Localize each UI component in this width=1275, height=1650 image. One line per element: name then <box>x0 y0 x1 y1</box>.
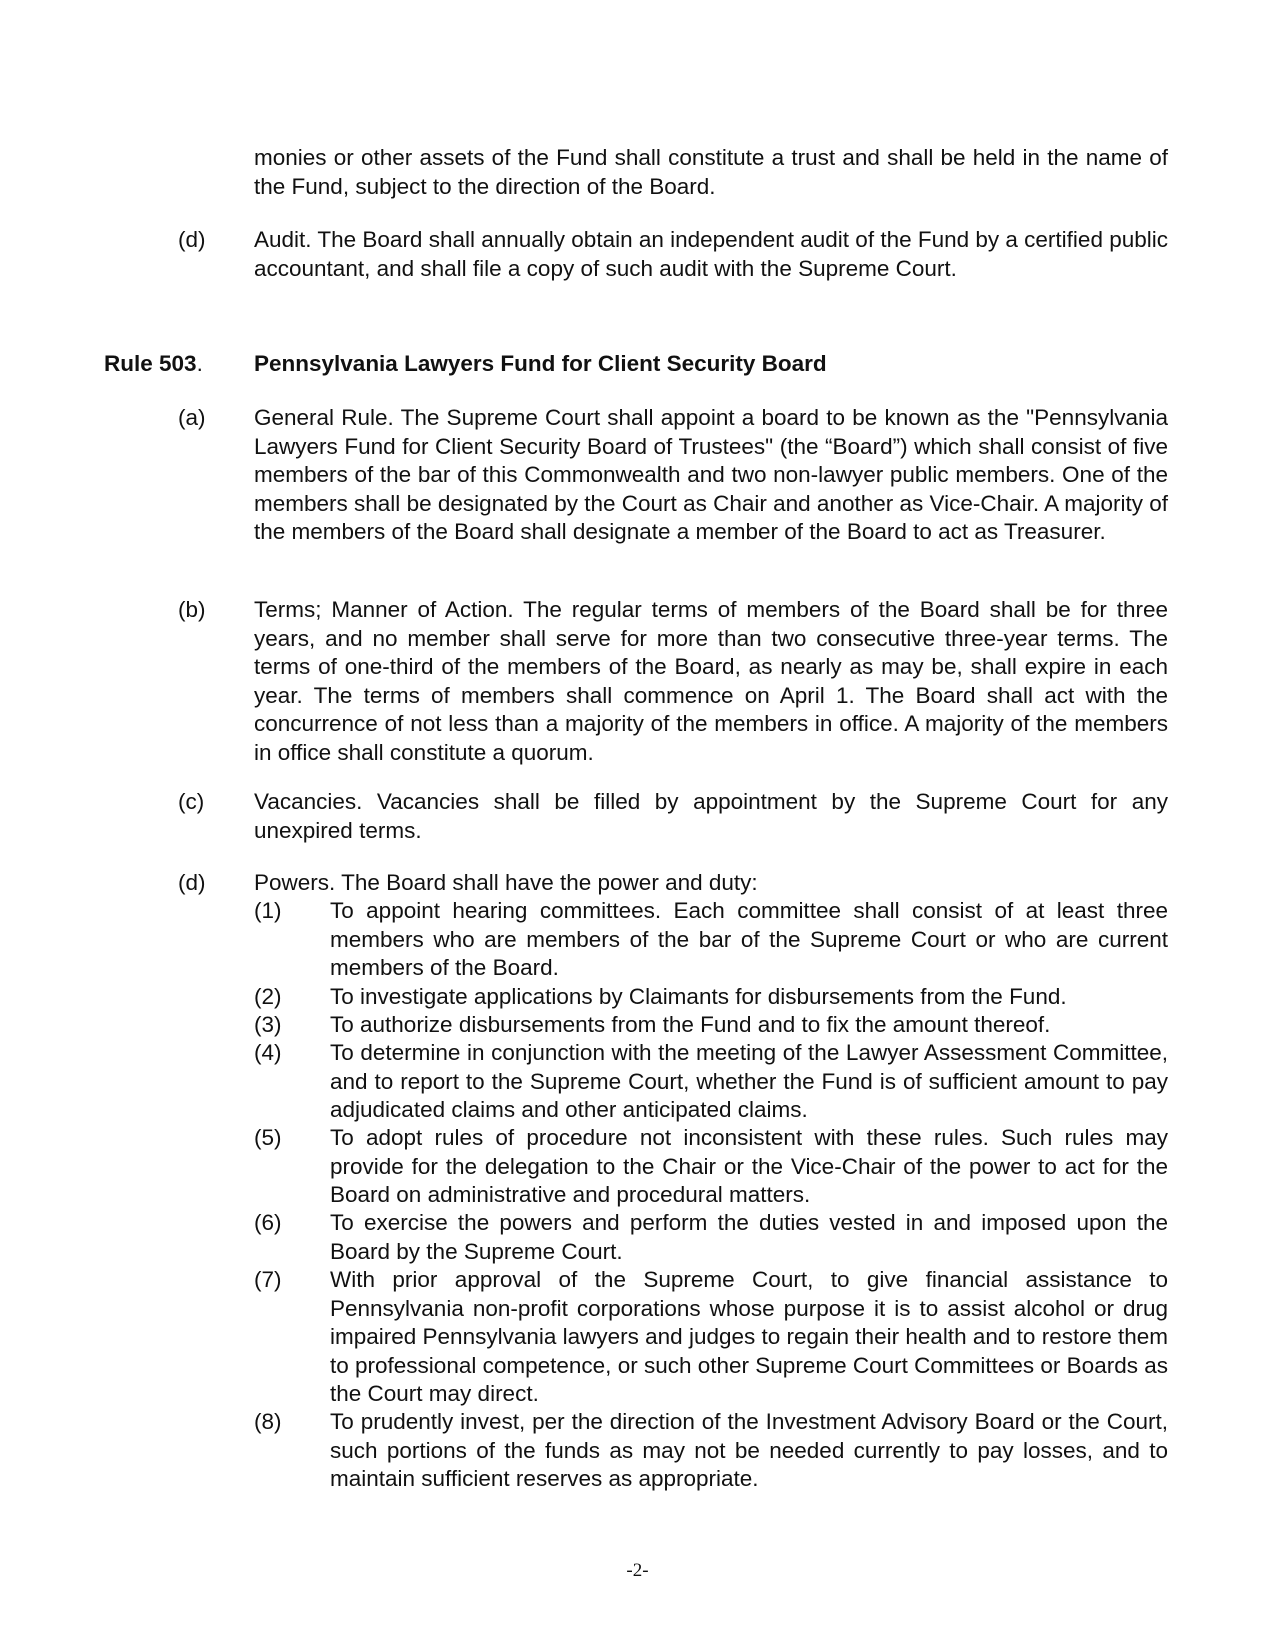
section-label-d-powers: (d) <box>178 870 206 895</box>
power-item-text: To prudently invest, per the direction of the Investment Advisory Board or the Court, such portions of the funds as may not be needed currently to pay losses, and to maintain sufficient reserves as appropriate. <box>330 1409 1168 1491</box>
terms-paragraph: Terms; Manner of Action. The regular terms of members of the Board shall be for three years, and no member shall serve for more than two consecutive three-year terms. The terms of one-third of the members of the Board, as nearly as may be, shall expire in each year. The terms of members shall commence on April 1. The Board shall act with the concurrence of not less than a majority of the members in office. A majority of the members in office shall constitute a quorum. <box>254 597 1168 765</box>
power-item-text: To determine in conjunction with the meeting of the Lawyer Assessment Committee, and to report to the Supreme Court, whether the Fund is of sufficient amount to pay adjudicated claims and other anticipated claims. <box>330 1040 1168 1122</box>
power-item-text: To appoint hearing committees. Each committee shall consist of at least three members who are members of the bar of the Supreme Court or who are current members of the Board. <box>330 898 1168 980</box>
power-item-label: (3) <box>254 1012 282 1037</box>
power-item-label: (2) <box>254 984 282 1009</box>
power-item-label: (7) <box>254 1267 282 1292</box>
section-label-a: (a) <box>178 405 206 430</box>
power-item-label: (5) <box>254 1125 282 1150</box>
power-item-text: To investigate applications by Claimants for disbursements from the Fund. <box>330 984 1067 1009</box>
power-item-text: To adopt rules of procedure not inconsistent with these rules. Such rules may provide for the delegation to the Chair or the Vice-Chair of the power to act for the Board on administrative and procedural matters. <box>330 1125 1168 1207</box>
powers-intro: Powers. The Board shall have the power and duty: <box>254 870 758 895</box>
power-item-text: To authorize disbursements from the Fund and to fix the amount thereof. <box>330 1012 1051 1037</box>
rule-number <box>104 350 203 379</box>
rule-title: Pennsylvania Lawyers Fund for Client Security Board <box>254 351 827 376</box>
power-item-text: With prior approval of the Supreme Court, to give financial assistance to Pennsylvania non-profit corporations whose purpose it is to assist alcohol or drug impaired Pennsylvania lawyers and judges to regain their health and to restore them to professional competence, or such other Supreme Court Committees or Boards as the Court may direct. <box>330 1267 1168 1406</box>
general-rule-paragraph: General Rule. The Supreme Court shall appoint a board to be known as the "Pennsylvania Lawyers Fund for Client Security Board of Trustees" (the “Board”) which shall consist of five members of the bar of this Commonwealth and two non-lawyer public members. One of the members shall be designated by the Court as Chair and another as Vice-Chair. A majority of the members of the Board shall designate a member of the Board to act as Treasurer. <box>254 405 1168 544</box>
section-label-d: (d) <box>178 227 206 252</box>
power-item-label: (1) <box>254 898 282 923</box>
page-number: -2- <box>626 1560 649 1581</box>
power-item-label: (8) <box>254 1409 282 1434</box>
rule-number-text: Rule 503 <box>104 351 197 376</box>
power-item-text: To exercise the powers and perform the duties vested in and imposed upon the Board by the Supreme Court. <box>330 1210 1168 1264</box>
section-label-b: (b) <box>178 597 206 622</box>
power-item-label: (6) <box>254 1210 282 1235</box>
vacancies-paragraph: Vacancies. Vacancies shall be filled by appointment by the Supreme Court for any unexpired terms. <box>254 789 1168 843</box>
continuation-paragraph: monies or other assets of the Fund shall constitute a trust and shall be held in the name of the Fund, subject to the direction of the Board. <box>254 145 1168 199</box>
section-label-c: (c) <box>178 789 205 814</box>
audit-paragraph: Audit. The Board shall annually obtain an independent audit of the Fund by a certified public accountant, and shall file a copy of such audit with the Supreme Court. <box>254 227 1168 281</box>
power-item-label: (4) <box>254 1040 282 1065</box>
rule-number-period: . <box>196 351 203 376</box>
